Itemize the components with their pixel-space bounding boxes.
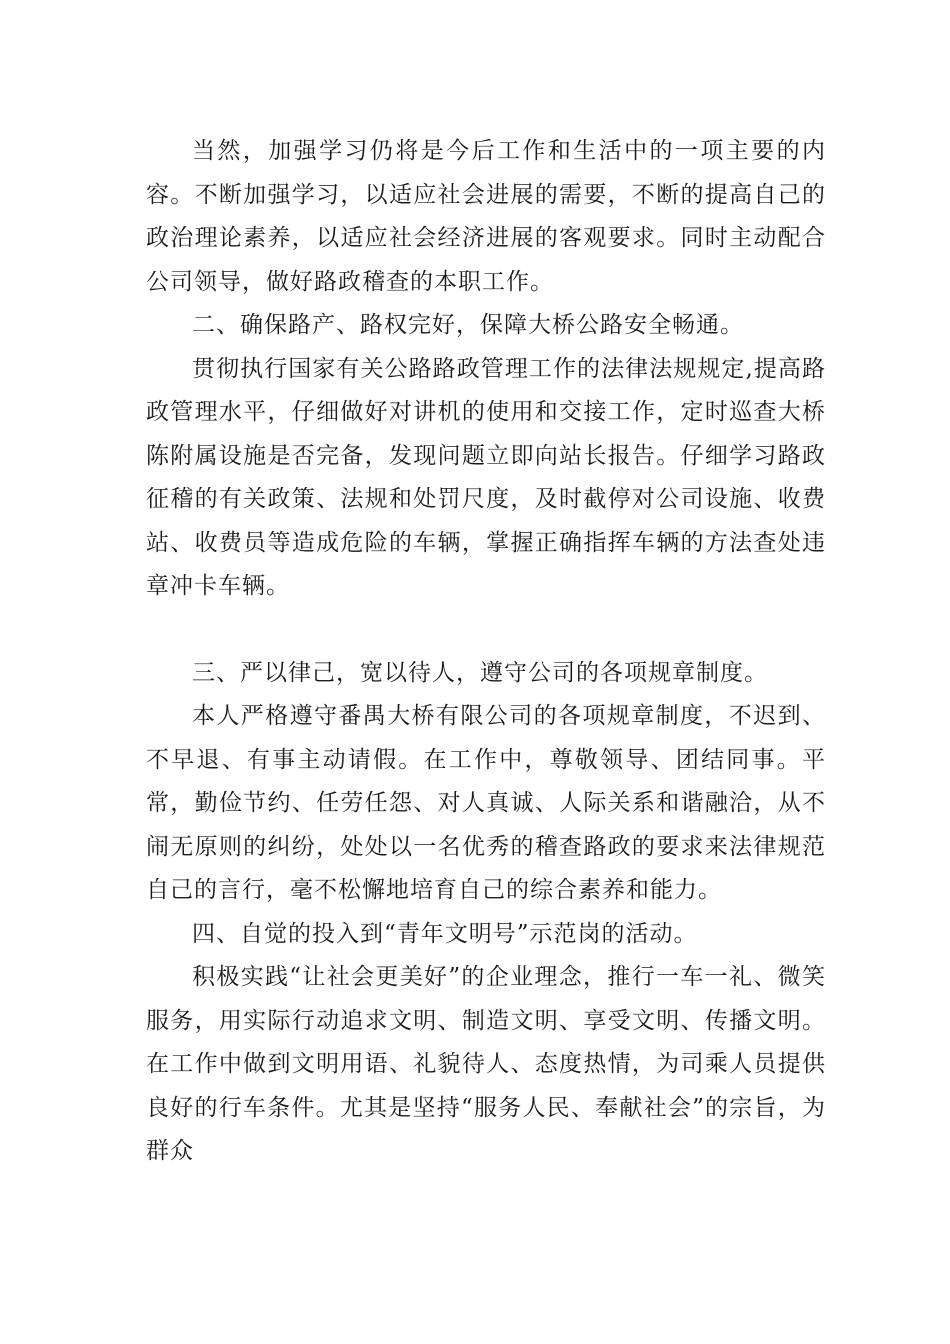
heading-section-4: 四、自觉的投入到“青年文明号”示范岗的活动。: [192, 920, 698, 947]
heading-section-2: 二、确保路产、路权完好，保障大桥公路安全畅通。: [192, 312, 744, 338]
heading-section-3: 三、严以律己，宽以待人，遵守公司的各项规章制度。: [192, 659, 768, 686]
paragraph-study: 当然，加强学习仍将是今后工作和生活中的一项主要的内容。不断加强学习，以适应社会进展的需要，不断的提高自己的政治理论素养，以适应社会经济进展的客观要求。同时主动配合公司领导，做好路政稽查的本职工作。: [146, 138, 826, 295]
paragraph-discipline: 本人严格遵守番禺大桥有限公司的各项规章制度，不迟到、不早退、有事主动请假。在工作中，尊敬领导、团结同事。平常，勤俭节约、任劳任怨、对人真诚、人际关系和谐融洽，从不闹无原则的纠纷，处处以一名优秀的稽查路政的要求来法律规范自己的言行，毫不松懈地培育自己的综合素养和能力。: [146, 703, 826, 903]
paragraph-road-management: 贯彻执行国家有关公路路政管理工作的法律法规规定,提高路政管理水平，仔细做好对讲机的使用和交接工作，定时巡查大桥陈附属设施是否完备，发现问题立即向站长报告。仔细学习路政征稽的有关政策、法规和处罚尺度，及时截停对公司设施、收费站、收费员等造成危险的车辆，掌握正确指挥车辆的方法查处违章冲卡车辆。: [146, 355, 826, 599]
document-body: [146, 130, 826, 1174]
paragraph-civilization: 积极实践“让社会更美好”的企业理念，推行一车一礼、微笑服务，用实际行动追求文明、制造文明、享受文明、传播文明。在工作中做到文明用语、礼貌待人、态度热情，为司乘人员提供良好的行车条件。尤其是坚持“服务人民、奉献社会”的宗旨，为群众: [146, 964, 826, 1164]
blank-line: [146, 609, 826, 652]
